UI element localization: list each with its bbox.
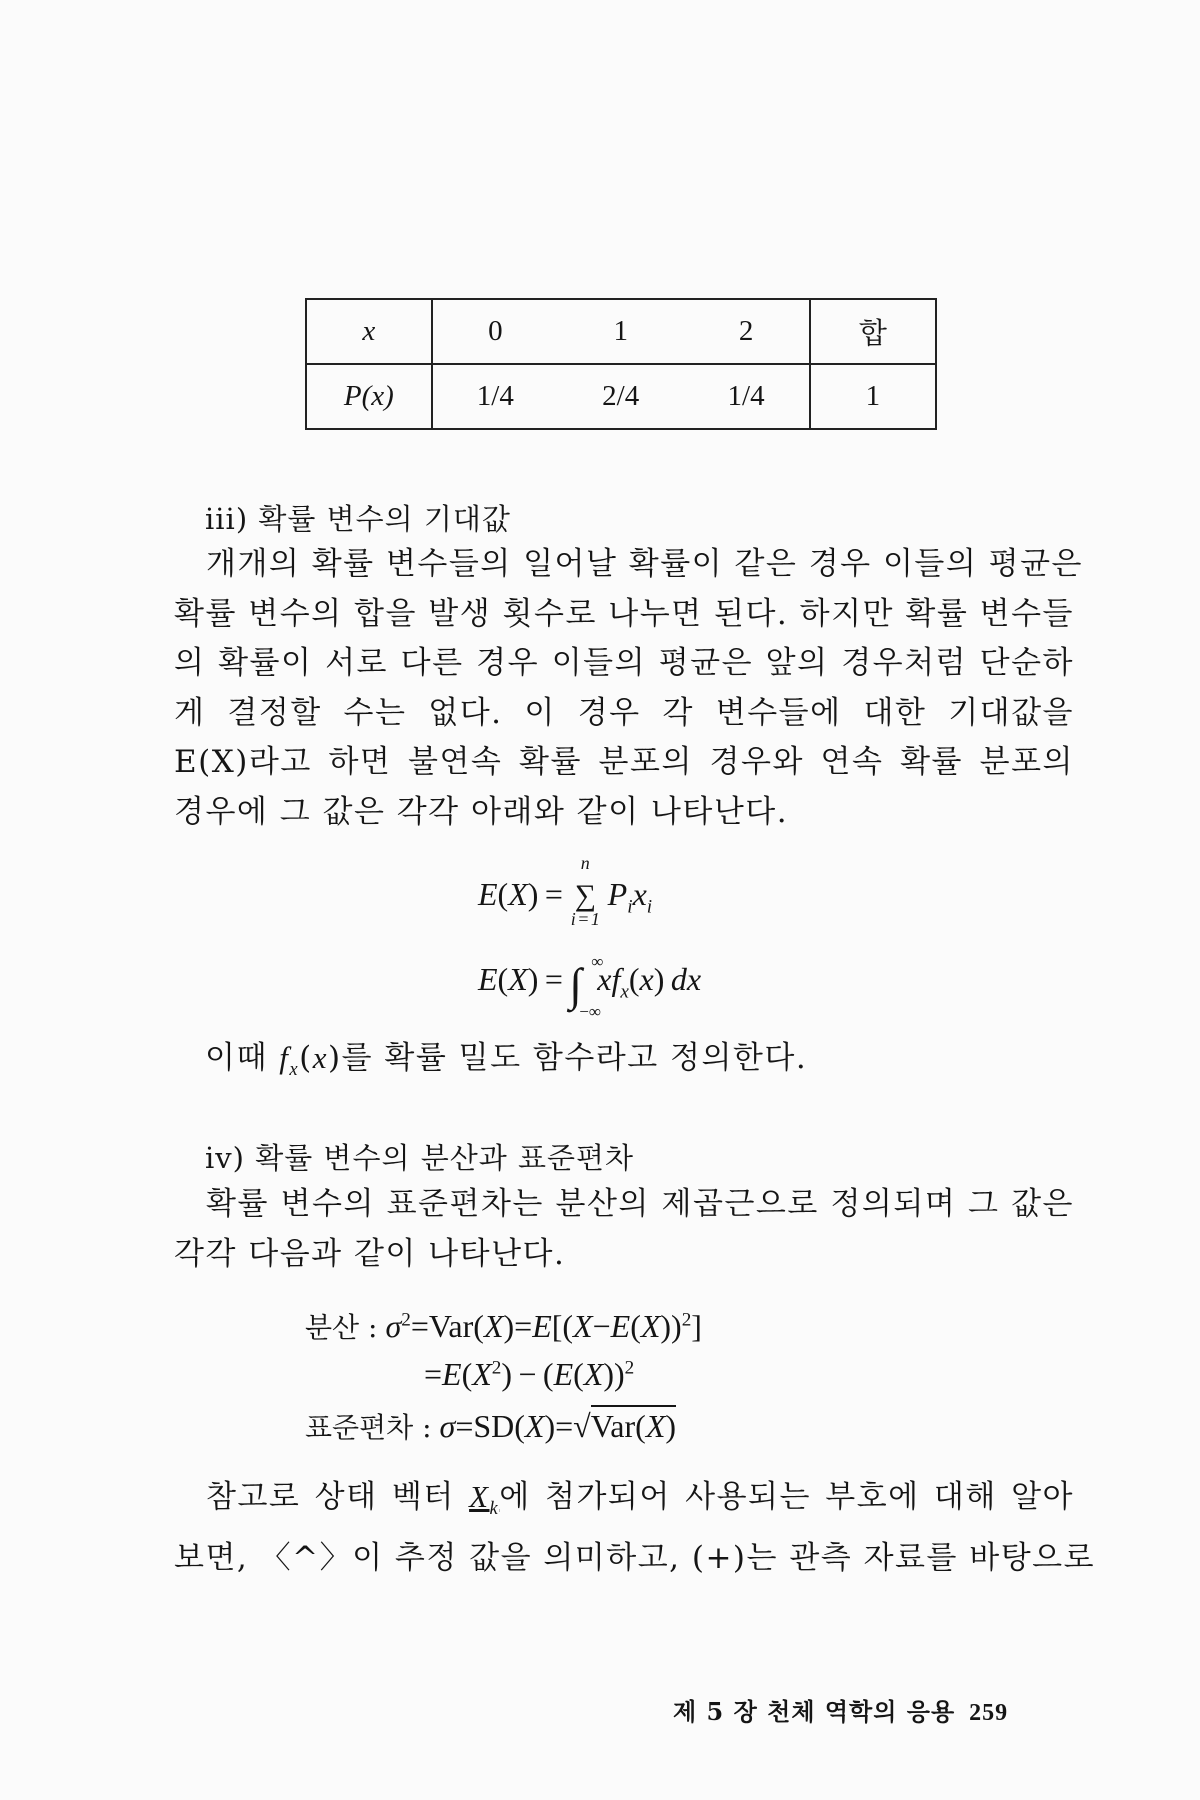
paragraph-note — [205, 1033, 1105, 1095]
text-line: 참고로 상태 벡터 $X_k$에 첨가되어 사용되는 부호에 대해 알아 — [206, 1479, 1075, 1520]
table-cell: 2/4 — [558, 364, 683, 429]
probability-table — [305, 298, 937, 430]
table-cell: 0 — [432, 299, 558, 364]
text-line: 경우에 그 값은 각각 아래와 같이 나타난다. — [174, 793, 789, 830]
sd-equation: 표준편차 : σ=SD(X)=√Var(X) — [305, 1406, 676, 1446]
section-heading: iii) 확률 변수의 기대값 — [205, 502, 511, 536]
variance-equation-line2: $=E(X^2) - (E(X))^2$ — [424, 1356, 635, 1392]
page-number: 259 — [969, 1700, 1009, 1726]
table-cell: 합 — [810, 299, 936, 364]
text-line: E(X)라고 하면 불연속 확률 분포의 경우와 연속 확률 분포의 — [174, 744, 1074, 781]
table-cell: 2 — [683, 299, 809, 364]
text-line: 개개의 확률 변수들의 일어날 확률이 같은 경우 이들의 평균은 — [206, 546, 1083, 582]
variance-equation: 분산 : $\sigma^2=Var(X)=E[(X-E(X))^2]$ — [305, 1308, 702, 1344]
text-line: 의 확률이 서로 다른 경우 이들의 평균은 앞의 경우처럼 단순하 — [174, 645, 1074, 682]
sd-label: 표준편차 : — [305, 1411, 432, 1444]
table-cell: P(x) — [306, 364, 432, 429]
table-cell: x — [306, 299, 432, 364]
chapter-title: 제 5 장 천체 역학의 응용 — [673, 1697, 956, 1726]
paragraph — [174, 540, 1083, 838]
table-cell: 1 — [810, 364, 936, 429]
section-heading: iv) 확률 변수의 분산과 표준편차 — [205, 1141, 635, 1175]
paragraph — [174, 1472, 1096, 1583]
paragraph — [174, 1180, 1074, 1279]
variance-label: 분산 : — [305, 1311, 378, 1344]
table-header-row — [306, 299, 936, 364]
equation-discrete: E(X) = n ∑ i = 1 $P_ix_i$ — [478, 853, 653, 929]
text-line: 게 결정할 수는 없다. 이 경우 각 변수들에 대한 기대값을 — [174, 694, 1074, 731]
text-line: 확률 변수의 표준편차는 분산의 제곱근으로 정의되며 그 값은 — [206, 1186, 1074, 1222]
text-line: 확률 변수의 합을 발생 횟수로 나누면 된다. 하지만 확률 변수들 — [174, 595, 1074, 632]
text-line: 보면, 〈^〉이 추정 값을 의미하고, (+)는 관측 자료를 바탕으로 — [174, 1539, 1096, 1576]
table-row — [306, 364, 936, 429]
text-line: 이때 $f_x(x)$를 확률 밀도 함수라고 정의한다. — [205, 1040, 808, 1081]
text-line: 각각 다음과 같이 나타난다. — [174, 1235, 566, 1272]
table-cell: 1/4 — [432, 364, 558, 429]
table-cell: 1/4 — [683, 364, 809, 429]
equation-continuous: E(X) = ∫ ∞ −∞ $xf_x(x)$ dx — [478, 952, 702, 1021]
table-cell: 1 — [558, 299, 683, 364]
page-footer — [673, 1692, 1008, 1727]
